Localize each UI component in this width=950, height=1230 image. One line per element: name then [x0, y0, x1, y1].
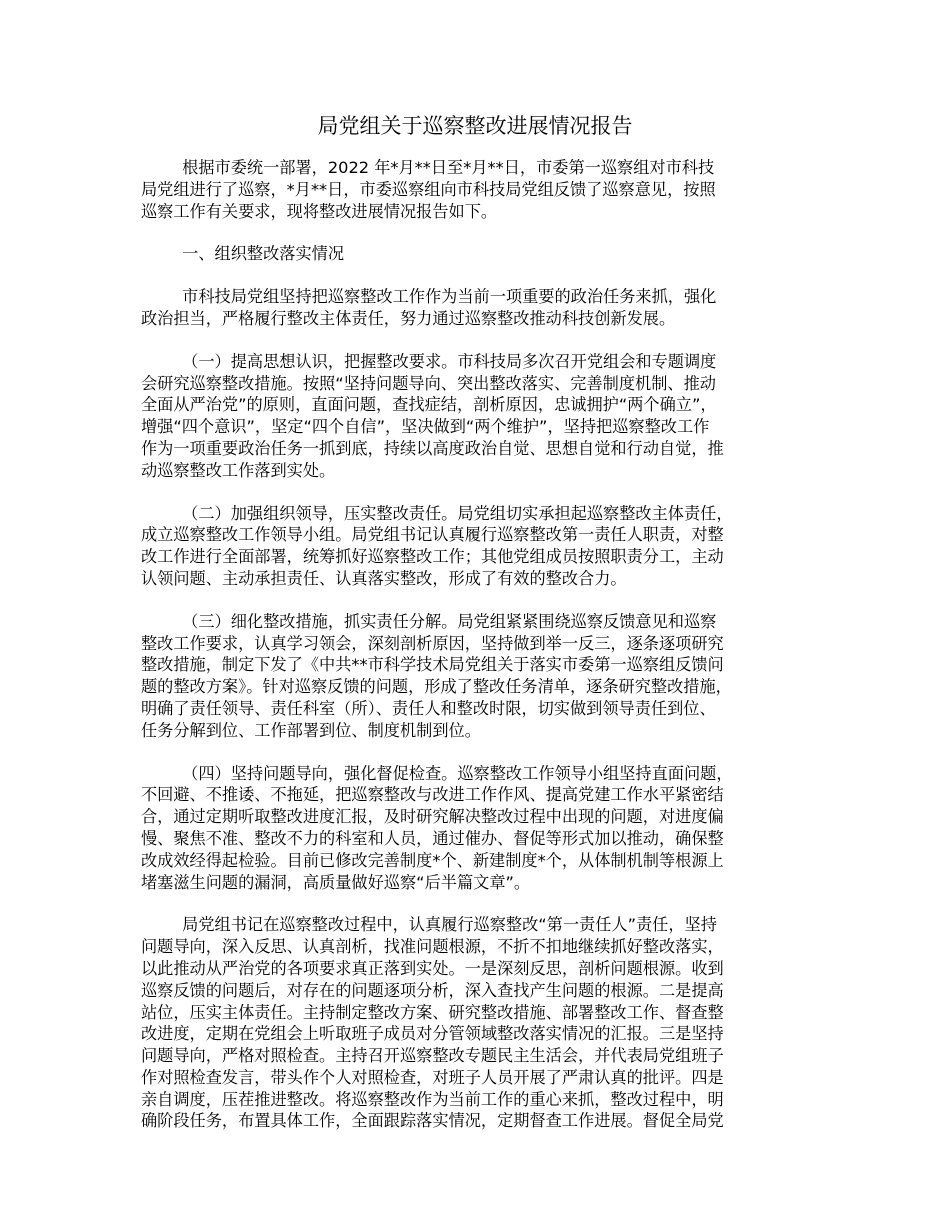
text-line: 会研究巡察整改措施。按照“坚持问题导向、突出整改落实、完善制度机制、推动	[141, 373, 716, 393]
text-line: 问题导向，严格对照检查。主持召开巡察整改专题民主生活会，并代表局党组班子	[141, 1046, 724, 1066]
paragraph-item-1	[141, 351, 827, 482]
text-line: 整改工作要求，认真学习领会，深刻剖析原因，坚持做到举一反三，逐条逐项研究	[141, 633, 724, 653]
text-line: 作为一项重要政治任务一抓到底，持续以高度政治自觉、思想自觉和行动自觉，推	[141, 438, 724, 458]
text-line: 问题导向，深入反思、认真剖析，找准问题根源，不折不扣地继续抓好整改落实，	[141, 937, 724, 957]
text-line: 成立巡察整改工作领导小组。局党组书记认真履行巡察整改第一责任人职责，对整	[141, 525, 724, 545]
paragraph-section-intro	[141, 286, 827, 330]
text-line: 堵塞滋生问题的漏洞，高质量做好巡察“后半篇文章”。	[141, 872, 531, 892]
text-line: 全面从严治党”的原则，直面问题，查找症结，剖析原因，忠诚拥护“两个确立”，	[141, 395, 717, 415]
text-line: 确阶段任务，布置具体工作，全面跟踪落实情况，定期督查工作进展。督促全局党	[141, 1111, 724, 1131]
text-line: 慢、聚焦不准、整改不力的科室和人员，通过催办、督促等形式加以推动，确保整	[141, 828, 724, 848]
text-line: （一）提高思想认识，把握整改要求。市科技局多次召开党组会和专题调度	[141, 351, 717, 371]
text-line: 动巡察整改工作落到实处。	[141, 460, 336, 480]
text-line: （三）细化整改措施，抓实责任分解。局党组紧紧围绕巡察反馈意见和巡察	[141, 611, 717, 631]
text-line: 增强“四个意识”，坚定“四个自信”，坚决做到“两个维护”，坚持把巡察整改工作	[141, 417, 710, 437]
paragraph-secretary	[141, 914, 827, 1132]
text-line: 局党组书记在巡察整改过程中，认真履行巡察整改“第一责任人”责任，坚持	[141, 915, 717, 935]
paragraph-item-4	[141, 763, 827, 894]
text-line: 改工作进行全面部署，统筹抓好巡察整改工作；其他党组成员按照职责分工，主动	[141, 547, 724, 567]
text-line: 改成效经得起检验。目前已修改完善制度*个、新建制度*个，从体制机制等根源上	[141, 850, 724, 870]
document-title: 局党组关于巡察整改进展情况报告	[317, 114, 633, 138]
section-heading	[141, 243, 827, 265]
text-line: 认领问题、主动承担责任、认真落实整改，形成了有效的整改合力。	[141, 568, 627, 588]
text-line: 题的整改方案》。针对巡察反馈的问题，形成了整改任务清单，逐条研究整改措施，	[141, 677, 732, 697]
paragraph-item-3	[141, 611, 827, 742]
text-line: 站位，压实主体责任。主持制定整改方案、研究整改措施、部署整改工作、督查整	[141, 1002, 724, 1022]
text-line: 市科技局党组坚持把巡察整改工作作为当前一项重要的政治任务来抓，强化	[141, 287, 717, 307]
text-line: 根据市委统一部署，2022 年*月**日至*月**日，市委第一巡察组对市科技	[141, 158, 715, 177]
text-line: 合，通过定期听取整改进度汇报，及时研究解决整改过程中出现的问题，对进度偏	[141, 807, 724, 827]
text-line: 不回避、不推诿、不拖延，把巡察整改与改进工作作风、提高党建工作水平紧密结	[141, 785, 724, 805]
text-line: 改进度，定期在党组会上听取班子成员对分管领域整改落实情况的汇报。三是坚持	[141, 1024, 724, 1044]
text-line: 以此推动从严治党的各项要求真正落到实处。一是深刻反思，剖析问题根源。收到	[141, 958, 724, 978]
text-line: 局党组进行了巡察，*月**日，市委巡察组向市科技局党组反馈了巡察意见，按照	[141, 179, 716, 199]
text-line: （四）坚持问题导向，强化督促检查。巡察整改工作领导小组坚持直面问题，	[141, 763, 733, 783]
text-line: 巡察工作有关要求，现将整改进展情况报告如下。	[141, 201, 498, 221]
text-line: 明确了责任领导、责任科室（所）、责任人和整改时限，切实做到领导责任到位、	[141, 698, 716, 718]
text-line: 任务分解到位、工作部署到位、制度机制到位。	[141, 720, 481, 740]
text-line: （二）加强组织领导，压实整改责任。局党组切实承担起巡察整改主体责任，	[141, 503, 733, 523]
paragraph-intro	[141, 157, 827, 222]
text-line: 巡察反馈的问题后，对存在的问题逐项分析，深入查找产生问题的根源。二是提高	[141, 980, 724, 1000]
document-body	[141, 157, 827, 1153]
text-line: 一、组织整改落实情况	[141, 244, 345, 264]
text-line: 政治担当，严格履行整改主体责任，努力通过巡察整改推动科技创新发展。	[141, 308, 676, 328]
text-line: 整改措施，制定下发了《中共**市科学技术局党组关于落实市委第一巡察组反馈问	[141, 655, 724, 675]
text-line: 作对照检查发言，带头作个人对照检查，对班子人员开展了严肃认真的批评。四是	[141, 1067, 724, 1087]
paragraph-item-2	[141, 503, 827, 590]
text-line: 亲自调度，压茬推进整改。将巡察整改作为当前工作的重心来抓，整改过程中，明	[141, 1089, 724, 1109]
